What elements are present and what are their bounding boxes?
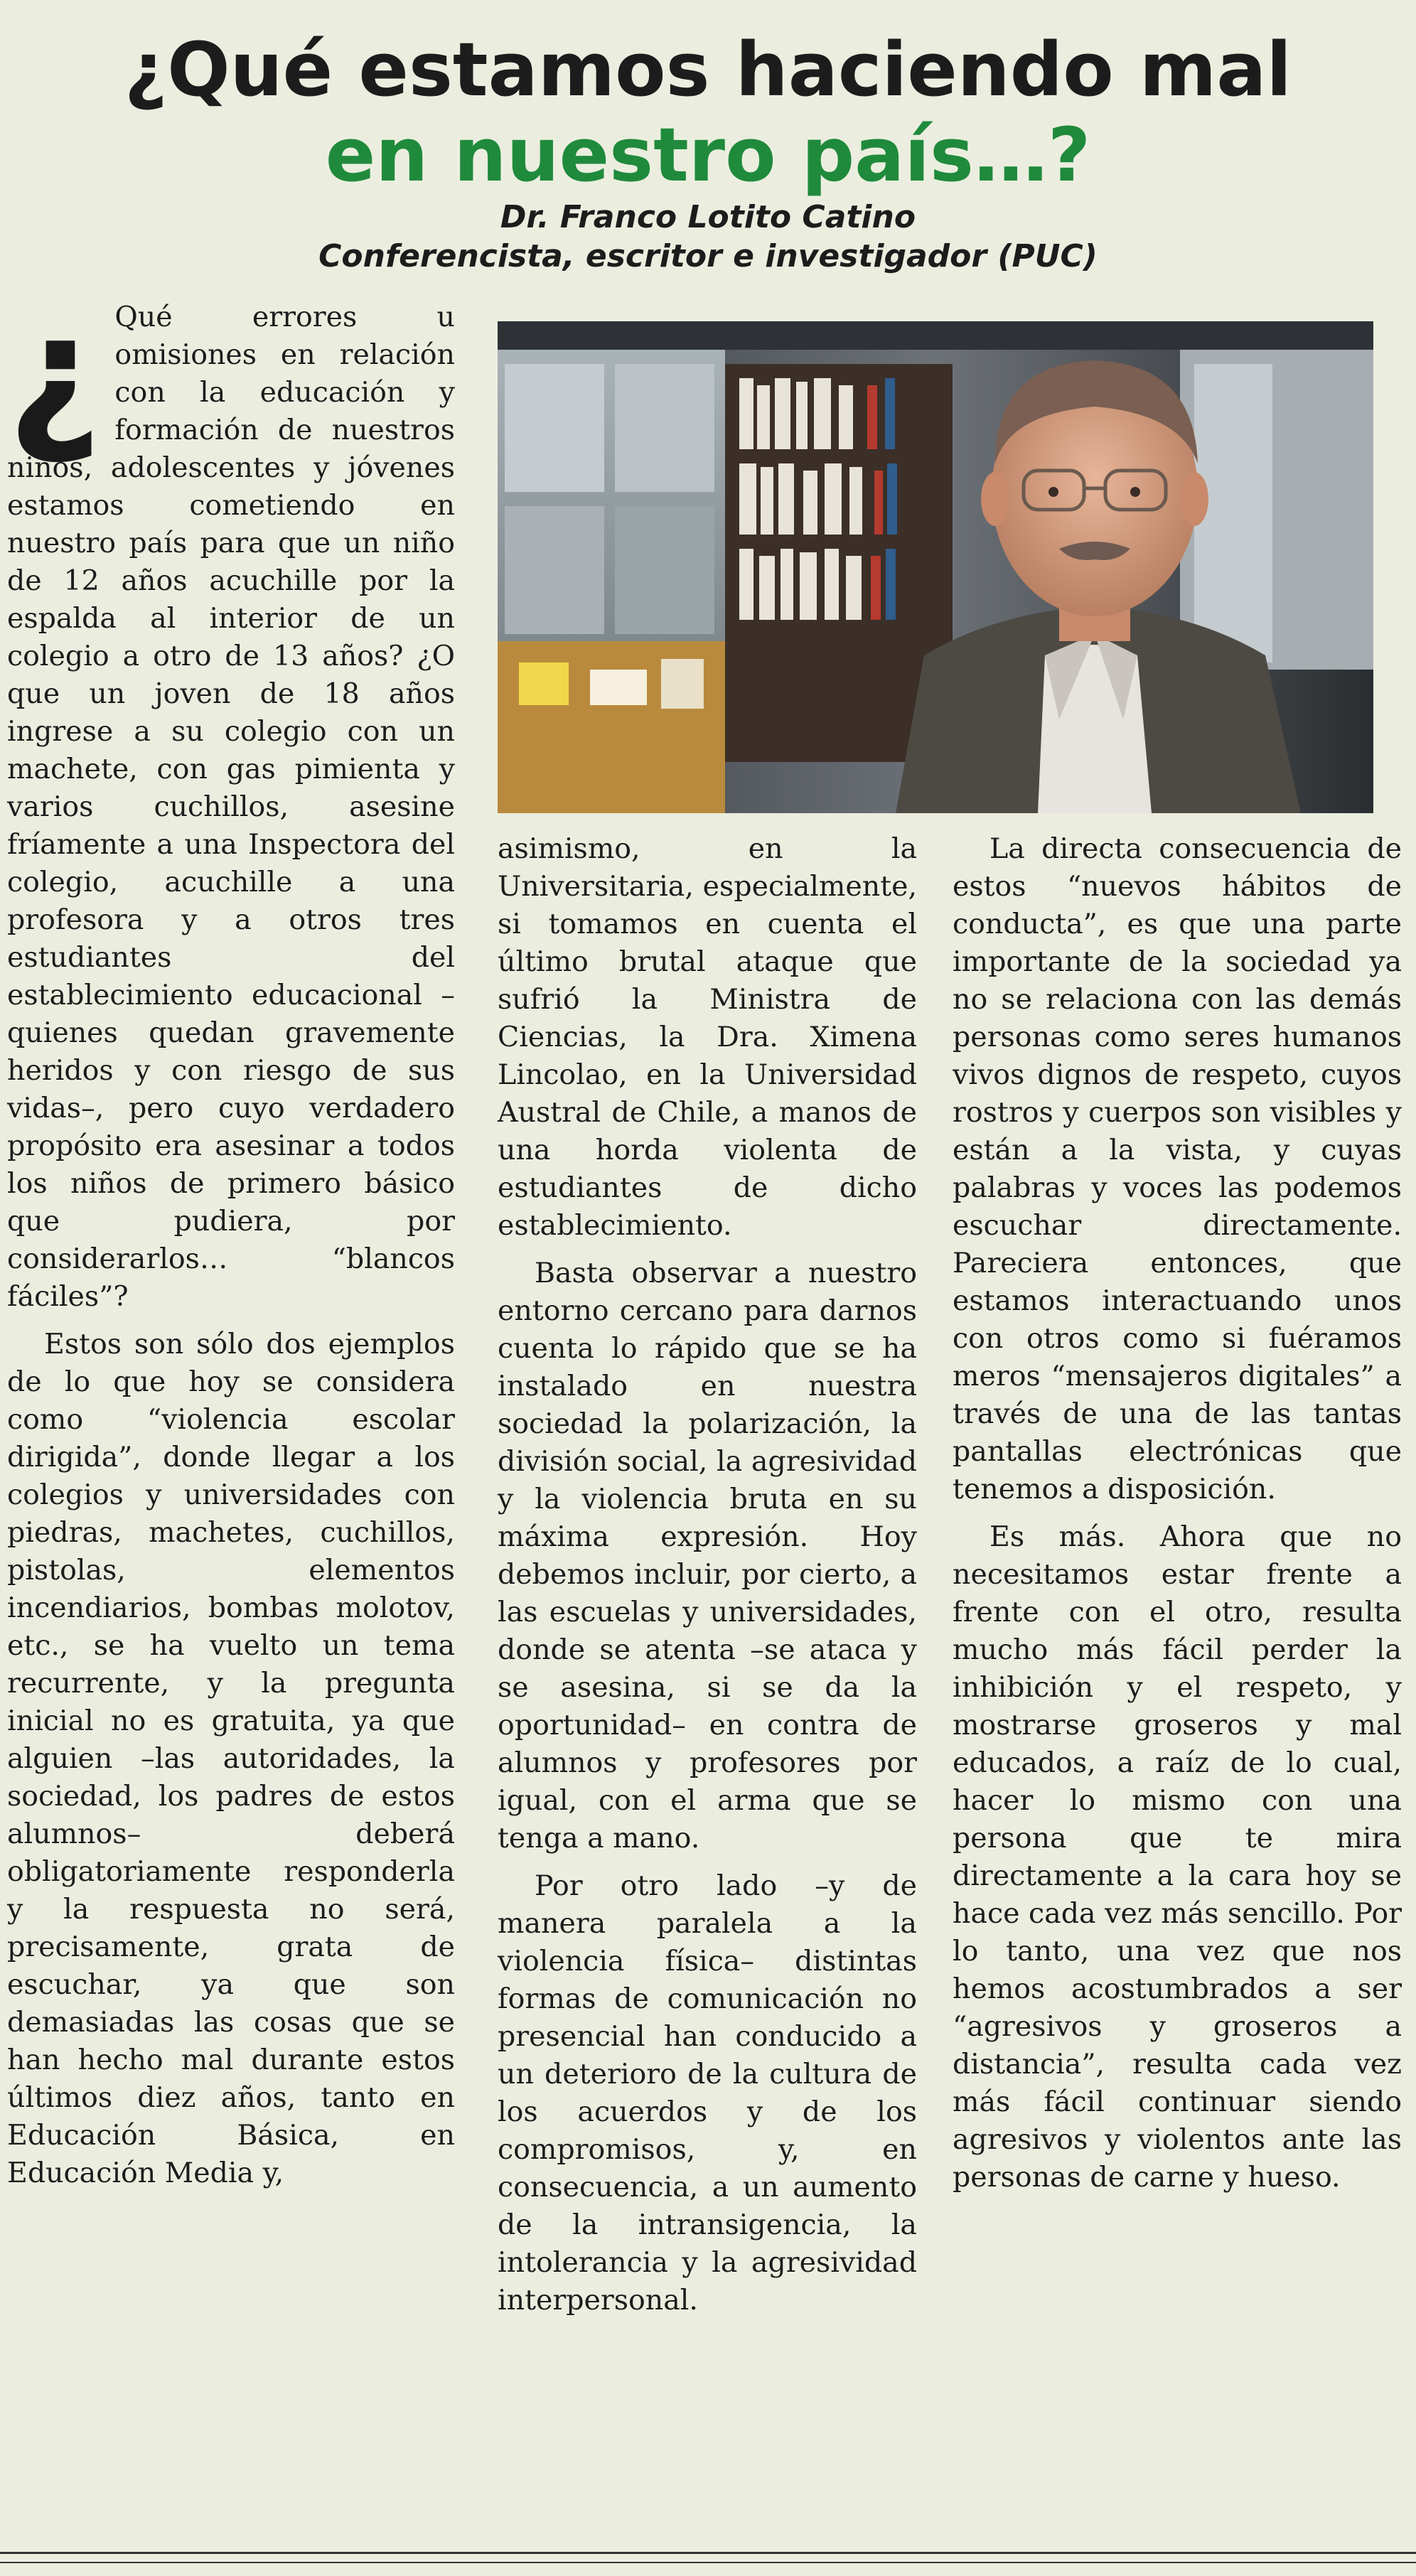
drop-cap: ¿ (7, 279, 102, 469)
paragraph: asimismo, en la Universitaria, especialmente, si tomamos en cuenta el último brutal ataque que sufrió la Ministra de Ciencias, la Dra. Ximena Lincolao, en la Universidad Austral de Chile, a manos de una horda violenta de estudiantes de dicho establecimiento. (498, 832, 917, 1242)
bottom-rule (0, 2552, 1416, 2554)
column-3 (953, 830, 1402, 2206)
author-portrait-image (498, 321, 1373, 813)
paragraph: Por otro lado –y de manera paralela a la violencia física– distintas formas de comunicación no presencial han conducido a un deterioro de la cultura de los acuerdos y de los compromisos, y, en consecuencia, a un aumento de la intransigencia, la intolerancia y la agresividad interpersonal. (498, 1869, 917, 2317)
bottom-rule (0, 2562, 1416, 2563)
author-name: Dr. Franco Lotito Catino (500, 199, 916, 235)
paragraph (7, 279, 455, 1316)
author-photo (498, 321, 1373, 813)
column-1 (7, 279, 455, 2202)
paragraph: Basta observar a nuestro entorno cercano para darnos cuenta lo rápido que se ha instalado en nuestra sociedad la polarización, la división social, la agresividad y la violencia bruta en su máxima expresión. Hoy debemos incluir, por cierto, a las escuelas y universidades, donde se atenta –se ataca y se asesina, si se da la oportunidad– en contra de alumnos y profesores por igual, con el arma que se tenga a mano. (498, 1257, 917, 1855)
column-2 (498, 830, 917, 2329)
paragraph: La directa consecuencia de estos “nuevos hábitos de conducta”, es que una parte importante de la sociedad ya no se relaciona con las demás personas como seres humanos vivos dignos de respeto, cuyos rostros y cuerpos son visibles y están a la vista, y cuyas palabras y voces las podemos escuchar directamente. Pareciera entonces, que estamos interactuando unos con otros como si fuéramos meros “mensajeros digitales” a través de una de las tantas pantallas electrónicas que tenemos a disposición. (953, 832, 1402, 1506)
paragraph: Estos son sólo dos ejemplos de lo que hoy se considera como “violencia escolar dirigida”, donde llegar a los colegios y universidades con piedras, machetes, cuchillos, pistolas, elementos incendiarios, bombas molotov, etc., se ha vuelto un tema recurrente, y la pregunta inicial no es gratuita, ya que alguien –las autoridades, la sociedad, los padres de estos alumnos– deberá obligatoriamente responderla y la respuesta no será, precisamente, grata de escuchar, ya que son demasiadas las cosas que se han hecho mal durante estos últimos diez años, tanto en Educación Básica, en Educación Media y, (7, 1328, 455, 2189)
headline-line-1: ¿Qué estamos haciendo mal (124, 26, 1292, 113)
headline-line-2: en nuestro país…? (325, 112, 1091, 198)
paragraph: Es más. Ahora que no necesitamos estar frente a frente con el otro, resulta mucho más fácil perder la inhibición y el respeto, y mostrarse groseros y mal educados, a raíz de lo cual, hacer lo mismo con una persona que te mira directamente a la cara hoy se hace cada vez más sencillo. Por lo tanto, una vez que nos hemos acostumbrados a ser “agresivos y groseros a distancia”, resulta cada vez más fácil continuar siendo agresivos y violentos ante las personas de carne y hueso. (953, 1520, 1402, 2194)
author-role: Conferencista, escritor e investigador (PUC) (318, 238, 1098, 274)
paragraph-text: Qué errores u omisiones en relación con la educación y formación de nuestros niños, adolescentes y jóvenes estamos cometiendo en nuestro país para que un niño de 12 años acuchille por la espalda al interior de un colegio a otro de 13 años? ¿O que un joven de 18 años ingrese a su colegio con un machete, con gas pimienta y varios cuchillos, asesine fríamente a una Inspectora del colegio, acuchille a una profesora y a otros tres estudiantes del establecimiento educacional –quienes quedan gravemente heridos y con riesgo de sus vidas–, pero cuyo verdadero propósito era asesinar a todos los niños de primero básico que pudiera, por considerarlos… “blancos fáciles”? (7, 301, 455, 1313)
